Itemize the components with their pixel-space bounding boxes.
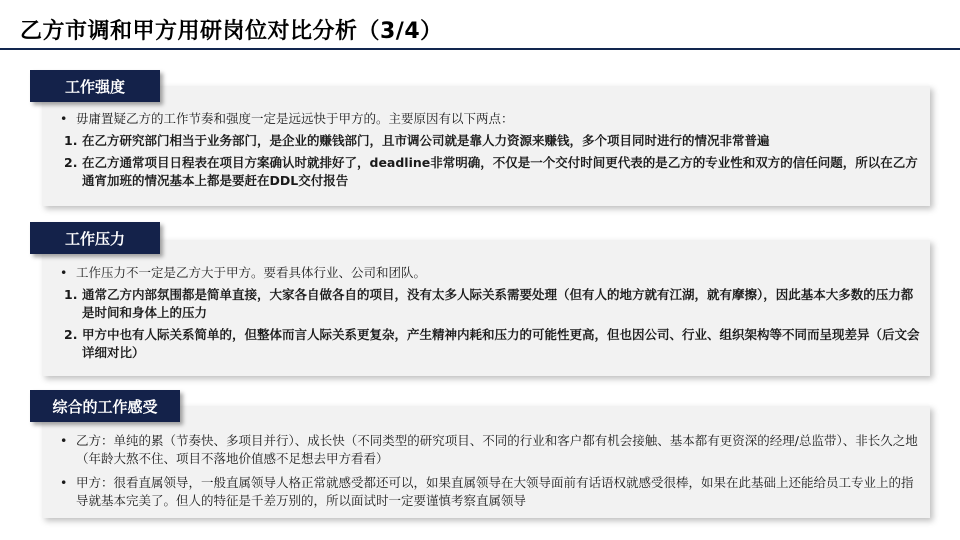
bullet-item: • 甲方：很看直属领导，一般直属领导人格正常就感受都还可以，如果直属领导在大领导面前有话语权就感受很棒，如果在此基础上还能给员工专业上的指导就基本完美了。但人的特征是千差万别的，所以面试时一定要谨慎考察直属领导 (60, 475, 914, 508)
numbered-item: 2. 在乙方通常项目日程表在项目方案确认时就排好了，deadline非常明确，不仅是一个交付时间更代表的是乙方的专业性和双方的信任问题，所以在乙方通宵加班的情况基本上都是要赶在DDL交付报告 (64, 155, 918, 188)
numbered-item: 1. 在乙方研究部门相当于业务部门，是企业的赚钱部门，且市调公司就是靠人力资源来赚钱，多个项目同时进行的情况非常普遍 (64, 133, 770, 148)
numbered-item: 2. 甲方中也有人际关系简单的，但整体而言人际关系更复杂，产生精神内耗和压力的可能性更高，但也因公司、行业、组织架构等不同而呈现差异（后文会详细对比） (64, 327, 920, 360)
bullet-item: • 工作压力不一定是乙方大于甲方。要看具体行业、公司和团队。 (60, 265, 427, 280)
bullet-item: • 乙方：单纯的累（节奏快、多项目并行）、成长快（不同类型的研究项目、不同的行业和客户都有机会接触、基本都有更资深的经理/总监带）、非长久之地（年龄大熬不住、项目不落地价值感不足想去甲方看看） (60, 433, 918, 466)
bullet-dot-icon: • (60, 265, 68, 280)
numbered-item: 1. 通常乙方内部氛围都是简单直接，大家各自做各自的项目，没有太多人际关系需要处理（但有人的地方就有江湖，就有摩擦），因此基本大多数的压力都是时间和身体上的压力 (64, 287, 914, 320)
bullet-dot-icon: • (60, 475, 68, 490)
section-tab-overall-feeling: 综合的工作感受 (30, 390, 180, 422)
section-tab-work-pressure: 工作压力 (30, 222, 160, 254)
section-box-overall-feeling (42, 406, 930, 518)
section-tab-work-intensity: 工作强度 (30, 70, 160, 102)
bullet-dot-icon: • (60, 111, 68, 126)
title-divider (0, 48, 960, 50)
bullet-dot-icon: • (60, 433, 68, 448)
page-title: 乙方市调和甲方用研岗位对比分析（3/4） (20, 19, 443, 44)
section-box-work-intensity (42, 86, 930, 206)
bullet-item: • 毋庸置疑乙方的工作节奏和强度一定是远远快于甲方的。主要原因有以下两点： (60, 111, 514, 126)
section-box-work-pressure (42, 240, 930, 376)
